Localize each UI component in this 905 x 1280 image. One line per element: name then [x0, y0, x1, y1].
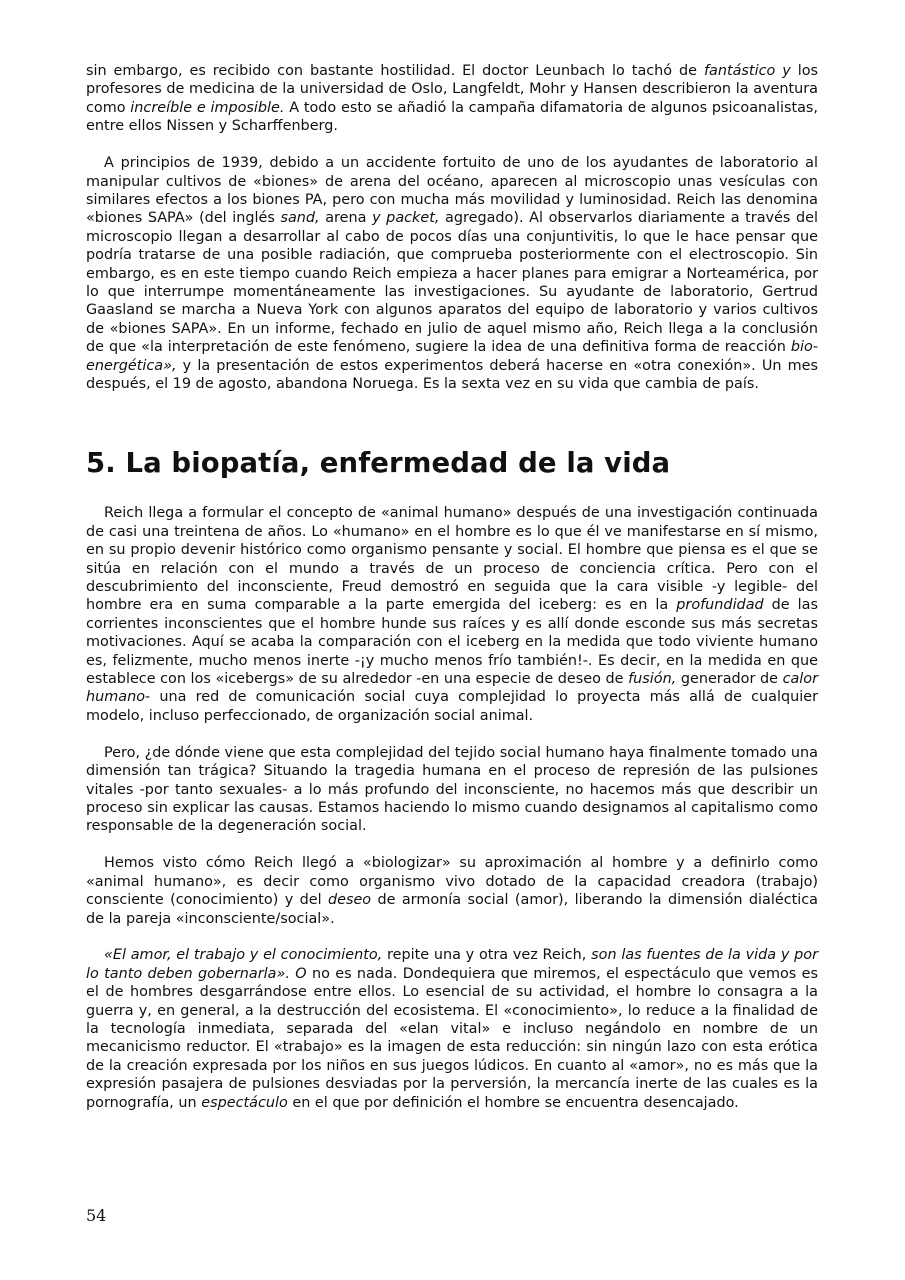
page-body	[86, 62, 818, 1112]
italic-run: deseo	[327, 892, 372, 909]
paragraph-5	[86, 854, 818, 928]
italic-run: «El amor, el trabajo y el conocimiento,	[104, 947, 383, 964]
text-run: A todo esto se añadió la campaña difamatoria de algunos psicoanalistas, entre ellos Nissen y Scharffenberg.	[86, 99, 818, 135]
paragraph-4: Pero, ¿de dónde viene que esta complejidad del tejido social humano haya finalmente tomado una dimensión tan trágica? Situando la tragedia humana en el proceso de represión de las pulsiones vitales -por tanto sexuales- a lo más profundo del inconsciente, no hacemos más que describir un proceso sin explicar las causas. Estamos haciendo lo mismo cuando designamos al capitalismo como responsable de la degeneración social.	[86, 744, 818, 835]
text-run: Reich llega a formular el concepto de «animal humano» después de una investigación continuada de casi una treintena de años. Lo «humano» en el hombre es lo que él ve manifestarse en sí mismo, en su propio devenir histórico como organismo pensante y social. El hombre que piensa es el que se sitúa en relación con el mundo a través de un proceso de conciencia crítica. Pero con el descubrimiento del inconsciente, Freud demostró en seguida que la cara visible -y legible- del hombre era en suma comparable a la parte emergida del iceberg: es en la	[86, 505, 818, 614]
italic-run: bio-energética»,	[86, 339, 818, 374]
text-run: - una red de comunicación social cuya complejidad lo proyecta más allá de cualquier modelo, incluso perfeccionado, de organización social animal.	[86, 689, 818, 724]
italic-run: son las fuentes de la vida y por lo tanto deben gobernarla». O	[86, 947, 818, 982]
paragraph-1	[86, 62, 818, 136]
text-run: en el que por definición el hombre se encuentra desencajado.	[287, 1094, 739, 1111]
text-run: los profesores de medicina de la universidad de Oslo, Langfeldt, Mohr y Hansen describieron la aventura como	[86, 63, 818, 116]
text-run: sin embargo, es recibido con bastante hostilidad. El doctor Leunbach lo tachó de	[86, 63, 704, 79]
italic-run: fantástico y	[703, 63, 791, 79]
text-run: generador de	[676, 671, 783, 688]
paragraph-2	[86, 154, 818, 393]
italic-run: sand,	[280, 210, 320, 227]
text-run: no es nada. Dondequiera que miremos, el espectáculo que vemos es el de hombres desgarrándose entre ellos. Lo esencial de su actividad, el hombre lo consagra a la guerra y, en general, a la destrucción del ecosistema. El «conocimiento», lo reduce a la finalidad de la tecnología inmediata, separada del «elan vital» e incluso negándolo en nombre de un mecanicismo reductor. El «trabajo» es la imagen de esta reducción: sin ningún lazo con esta erótica de la creación expresada por los niños en sus juegos lúdicos. En cuanto al «amor», no es más que la expresión pasajera de pulsiones desviadas por la perversión, la mercancía inerte de las cuales es la pornografía, un	[86, 965, 818, 1111]
text-run: A principios de 1939, debido a un accidente fortuito de uno de los ayudantes de laboratorio al manipular cultivos de «biones» de arena del océano, aparecen al microscopio unas vesículas con similares efectos a los biones PA, pero con mucha más movilidad y luminosidad. Reich las denomina «biones SAPA» (del inglés	[86, 155, 818, 227]
section-heading: 5. La biopatía, enfermedad de la vida	[86, 447, 671, 480]
text-run: y la presentación de estos experimentos deberá hacerse en «otra conexión». Un mes después, el 19 de agosto, abandona Noruega. Es la sexta vez en su vida que cambia de país.	[86, 357, 818, 392]
italic-run: espectáculo	[201, 1094, 288, 1111]
paragraph-6	[86, 946, 818, 1112]
italic-run: increíble e imposible.	[130, 99, 285, 116]
text-run: arena	[319, 210, 373, 227]
italic-run: calor humano	[86, 671, 819, 706]
text-run: de las corrientes inconscientes que el hombre hunde sus raíces y es allí donde esconde sus más secretas motivaciones. Aquí se acaba la comparación con el iceberg en la medida que todo viviente humano es, felizmente, mucho menos inerte -¡y mucho menos frío también!-. Es decir, en la medida en que establece con los «icebergs» de su alrededor -en una especie de deseo de	[86, 597, 818, 688]
paragraph-3	[86, 504, 818, 725]
text-run: agregado). Al observarlos diariamente a través del microscopio llegan a desarrollar al cabo de pocos días una conjuntivitis, lo que le hace pensar que podría tratarse de una posible radiación, que comprueba posteriormente con el electroscopio. Sin embargo, es en este tiempo cuando Reich empieza a hacer planes para emigrar a Norteamérica, por lo que interrumpe momentáneamente las investigaciones. Su ayudante de laboratorio, Gertrud Gaasland se marcha a Nueva York con algunos aparatos del equipo de laboratorio y varios cultivos de «biones SAPA». En un informe, fechado en julio de aquel mismo año, Reich llega a la conclusión de que «la interpretación de este fenómeno, sugiere la idea de una definitiva forma de reacción	[86, 210, 818, 356]
text-run: repite una y otra vez Reich,	[382, 947, 592, 964]
page-number: 54	[86, 1206, 107, 1225]
text-run: Hemos visto cómo Reich llegó a «biologizar» su aproximación al hombre y a definirlo como «animal humano», es decir como organismo vivo dotado de la capacidad creadora (trabajo) consciente (conocimiento) y del	[86, 855, 818, 909]
text-run: de armonía social (amor), liberando la dimensión dialéctica de la pareja «inconsciente/social».	[86, 892, 818, 927]
italic-run: y packet,	[372, 210, 440, 227]
italic-run: profundidad	[676, 597, 764, 614]
italic-run: fusión,	[628, 671, 677, 688]
